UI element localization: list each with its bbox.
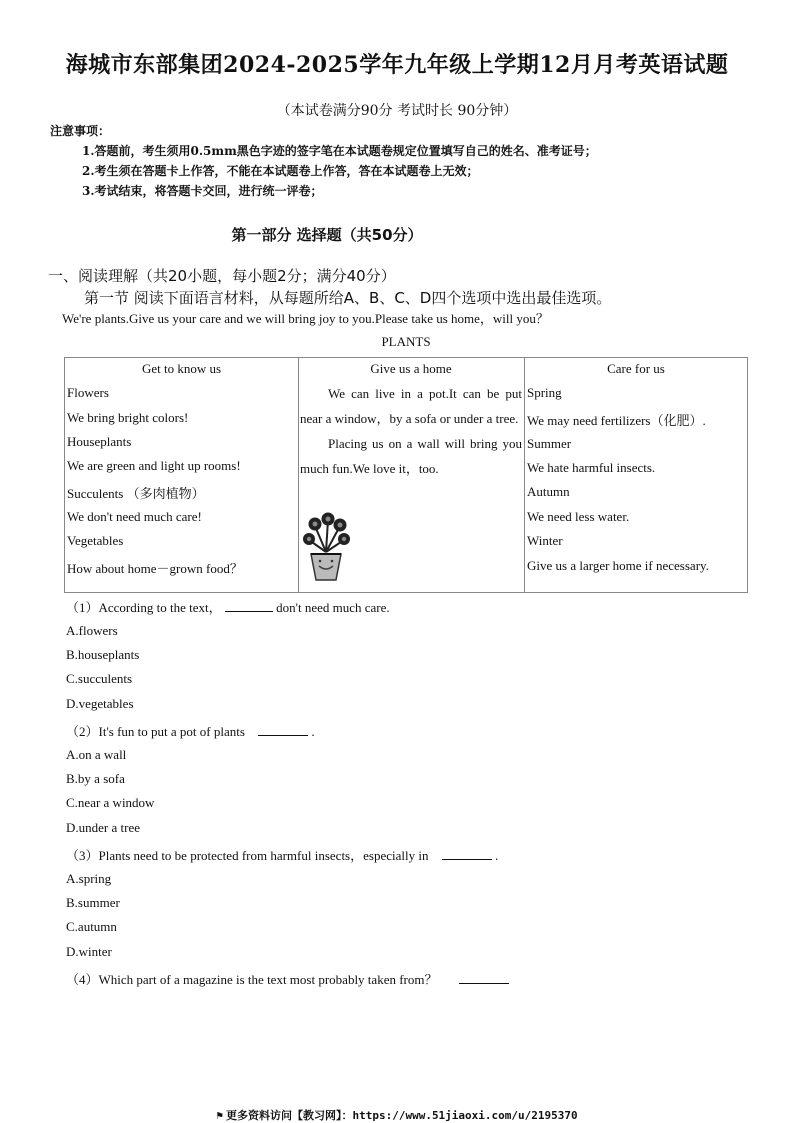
table-cell-text: Winter bbox=[527, 533, 563, 548]
question-text: （1）According to the text， bbox=[66, 600, 222, 615]
table-cell-text: Houseplants bbox=[67, 434, 132, 449]
note-item: 3.考试结束，将答题卡交回，进行统一评卷； bbox=[82, 184, 323, 198]
table-column-home bbox=[298, 358, 525, 592]
table-cell-text: We are green and light up rooms! bbox=[67, 458, 241, 473]
footer-text: 更多资料访问【教习网】：https://www.51jiaoxi.com/u/2195370 bbox=[225, 1109, 578, 1122]
table-cell-text: Succulents （多肉植物） bbox=[67, 486, 205, 501]
note-item: 2.考生须在答题卡上作答，不能在本试题卷上作答，答在本试题卷上无效； bbox=[82, 164, 479, 178]
section-heading: 一、阅读理解（共20小题，每小题2分；满分40分） bbox=[48, 267, 396, 285]
table-cell-text: We hate harmful insects. bbox=[527, 460, 656, 475]
answer-blank[interactable] bbox=[225, 599, 273, 612]
option-item[interactable]: A.flowers bbox=[66, 623, 118, 638]
option-item[interactable]: B.summer bbox=[66, 895, 120, 910]
option-item[interactable]: C.autumn bbox=[66, 919, 117, 934]
potted-flower-image bbox=[301, 510, 351, 582]
answer-blank[interactable] bbox=[459, 971, 509, 984]
answer-blank[interactable] bbox=[258, 723, 308, 736]
table-cell-text: We may need fertilizers（化肥）. bbox=[527, 413, 706, 428]
table-cell-text: Autumn bbox=[527, 484, 570, 499]
plants-table bbox=[64, 357, 748, 593]
footer-link[interactable] bbox=[0, 1107, 794, 1123]
table-cell-text: Vegetables bbox=[67, 533, 124, 548]
option-item[interactable]: B.by a sofa bbox=[66, 771, 125, 786]
table-cell-text: How about home－grown food？ bbox=[67, 561, 243, 576]
column-header: Care for us bbox=[607, 361, 665, 376]
table-cell-text: We need less water. bbox=[527, 509, 630, 524]
question-text: （2）It's fun to put a pot of plants bbox=[66, 724, 245, 739]
answer-blank[interactable] bbox=[442, 847, 492, 860]
question-text: （3）Plants need to be protected from harmful insects，especially in bbox=[66, 848, 429, 863]
table-column-care bbox=[525, 358, 747, 592]
table-cell-text: Give us a larger home if necessary. bbox=[527, 558, 709, 573]
table-cell-text: Summer bbox=[527, 436, 572, 451]
note-item: 1.答题前，考生须用0.5mm黑色字迹的签字笔在本试题卷规定位置填写自己的姓名、准考证号； bbox=[82, 144, 597, 158]
option-item[interactable]: D.under a tree bbox=[66, 820, 140, 835]
question-1 bbox=[66, 597, 390, 616]
question-text-end: . bbox=[311, 724, 315, 739]
question-text: （4）Which part of a magazine is the text most probably taken from？ bbox=[66, 972, 438, 987]
page-title: 海城市东部集团2024-2025学年九年级上学期12月月考英语试题 bbox=[65, 52, 729, 78]
question-2 bbox=[66, 721, 315, 740]
table-cell-text: Flowers bbox=[67, 385, 109, 400]
table-cell-text: Spring bbox=[527, 385, 562, 400]
flag-icon: ⚑ bbox=[216, 1109, 223, 1122]
part-heading: 第一部分 选择题（共50分） bbox=[231, 226, 423, 244]
table-cell-text: We don't need much care! bbox=[67, 509, 202, 524]
column-header: Give us a home bbox=[370, 361, 452, 376]
option-item[interactable]: B.houseplants bbox=[66, 647, 140, 662]
option-item[interactable]: A.spring bbox=[66, 871, 112, 886]
question-text-end: don't need much care. bbox=[276, 600, 390, 615]
option-item[interactable]: D.vegetables bbox=[66, 696, 134, 711]
question-4 bbox=[66, 969, 509, 988]
table-paragraph bbox=[300, 381, 522, 481]
home-paragraph-1: We can live in a pot.It can be put near a window，by a sofa or under a tree. bbox=[300, 386, 522, 426]
table-cell-text: We bring bright colors! bbox=[67, 410, 189, 425]
question-text-end: . bbox=[494, 848, 499, 863]
option-item[interactable]: D.winter bbox=[66, 944, 112, 959]
table-title: PLANTS bbox=[381, 334, 431, 349]
notes-heading: 注意事项： bbox=[50, 124, 111, 138]
column-header: Get to know us bbox=[141, 361, 222, 376]
home-paragraph-2: Placing us on a wall will bring you much fun.We love it，too. bbox=[300, 436, 522, 476]
page-subtitle: （本试卷满分90分 考试时长 90分钟） bbox=[276, 103, 518, 119]
question-3 bbox=[66, 845, 498, 864]
subsection-heading: 第一节 阅读下面语言材料，从每题所给A、B、C、D四个选项中选出最佳选项。 bbox=[84, 289, 612, 307]
option-item[interactable]: A.on a wall bbox=[66, 747, 127, 762]
option-item[interactable]: C.near a window bbox=[66, 795, 155, 810]
reading-intro: We're plants.Give us your care and we will bring joy to you.Please take us home，will you？ bbox=[62, 311, 549, 326]
option-item[interactable]: C.succulents bbox=[66, 671, 133, 686]
table-column-know bbox=[65, 358, 299, 592]
